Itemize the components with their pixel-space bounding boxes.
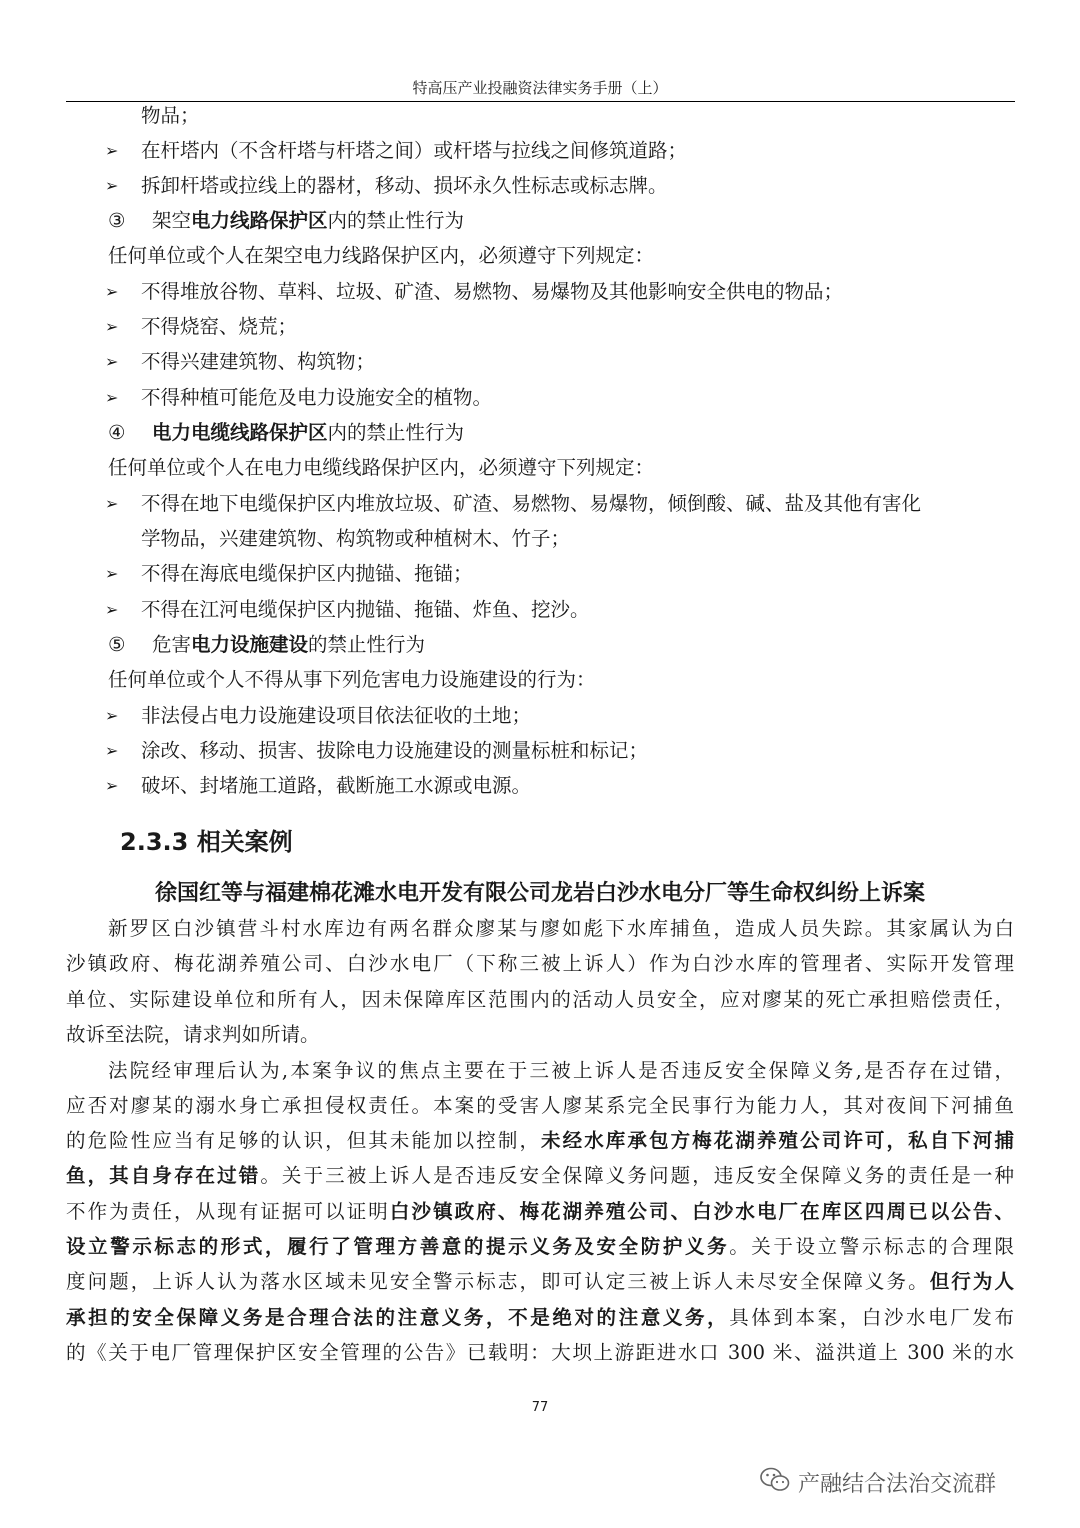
- paragraph-line: [66, 1164, 1014, 1188]
- circled-number: ④: [108, 421, 126, 444]
- bold-text-run: 但行为人: [929, 1270, 1014, 1293]
- arrow-bullet-icon: ➢: [105, 317, 119, 336]
- circled-number: ③: [108, 209, 126, 232]
- heading-suffix: 内的禁止性行为: [327, 209, 465, 232]
- paragraph-line: [66, 1129, 1014, 1153]
- paragraph-line: 法院经审理后认为,本案争议的焦点主要在于三被上诉人是否违反安全保障义务,是否存在过错，: [108, 1059, 1014, 1082]
- list-item-text: 学物品，兴建建筑物、构筑物或种植树木、竹子；: [141, 527, 571, 550]
- heading-prefix: 架空: [152, 209, 192, 232]
- heading-suffix: 的禁止性行为: [308, 633, 426, 656]
- list-item-text: 不得在地下电缆保护区内堆放垃圾、矿渣、易燃物、易爆物，倾倒酸、碱、盐及其他有害化: [141, 492, 922, 515]
- intro-text-content: 任何单位或个人不得从事下列危害电力设施建设的行为：: [108, 668, 596, 691]
- page-header: 特高压产业投融资法律实务手册（上）: [412, 79, 668, 97]
- list-item-text: 在杆塔内（不含杆塔与杆塔之间）或杆塔与拉线之间修筑道路；: [141, 139, 688, 162]
- paragraph-line: [66, 1200, 1014, 1224]
- arrow-bullet-icon: ➢: [105, 176, 119, 195]
- paragraph-line: 的《关于电厂管理保护区安全管理的公告》已载明：大坝上游距进水口 300 米、溢洪道上 300 米的水: [66, 1341, 1014, 1364]
- text-run: 度问题，上诉人认为落水区域未见安全警示标志，即可认定三被上诉人未尽安全保障义务。: [66, 1270, 930, 1293]
- heading-prefix: 危害: [152, 633, 192, 656]
- arrow-bullet-icon: ➢: [105, 706, 119, 725]
- text-run: 。关于设立警示标志的合理限: [729, 1235, 1014, 1258]
- list-item-text: 不得在海底电缆保护区内抛锚、拖锚；: [141, 562, 473, 585]
- arrow-bullet-icon: ➢: [105, 352, 119, 371]
- text-run: 不作为责任，从现有证据可以证明: [66, 1200, 390, 1223]
- heading-suffix: 内的禁止性行为: [327, 421, 465, 444]
- arrow-bullet-icon: ➢: [105, 741, 119, 760]
- text-run: 具体到本案，白沙水电厂发布: [729, 1306, 1014, 1329]
- case-title: 徐国红等与福建棉花滩水电开发有限公司龙岩白沙水电分厂等生命权纠纷上诉案: [154, 881, 925, 906]
- paragraph-line: [66, 1306, 1014, 1330]
- page-number: 77: [531, 1400, 549, 1415]
- bold-text-run: 承担的安全保障义务是合理合法的注意义务，不是绝对的注意义务，: [66, 1306, 730, 1329]
- arrow-bullet-icon: ➢: [105, 776, 119, 795]
- section-heading: 2.3.3 相关案例: [120, 828, 293, 856]
- arrow-bullet-icon: ➢: [105, 494, 119, 513]
- list-item-text: 不得在江河电缆保护区内抛锚、拖锚、炸鱼、挖沙。: [141, 598, 590, 621]
- arrow-bullet-icon: ➢: [105, 600, 119, 619]
- heading-bold: 电力设施建设: [191, 633, 309, 656]
- paragraph-line: 单位、实际建设单位和所有人，因未保障库区范围内的活动人员安全，应对廖某的死亡承担赔偿责任，: [66, 988, 1014, 1011]
- circled-number: ⑤: [108, 633, 126, 656]
- text-run: 。关于三被上诉人是否违反安全保障义务问题，违反安全保障义务的责任是一种: [260, 1164, 1014, 1187]
- list-item-text: 物品；: [141, 104, 200, 127]
- paragraph-line: 应否对廖某的溺水身亡承担侵权责任。本案的受害人廖某系完全民事行为能力人，其对夜间下河捕鱼: [66, 1094, 1014, 1117]
- wechat-icon: [760, 1467, 790, 1497]
- bold-text-run: 设立警示标志的形式，履行了管理方善意的提示义务及安全防护义务: [66, 1235, 730, 1258]
- watermark: [760, 1466, 996, 1498]
- header-rule: [66, 101, 1015, 102]
- paragraph-line: [66, 1235, 1014, 1259]
- arrow-bullet-icon: ➢: [105, 388, 119, 407]
- paragraph-line: [66, 1270, 1014, 1294]
- list-item-text: 非法侵占电力设施建设项目依法征收的土地；: [141, 704, 532, 727]
- watermark-text: 产融结合法治交流群: [798, 1471, 997, 1497]
- bold-text-run: 白沙镇政府、梅花湖养殖公司、白沙水电厂在库区四周已以公告、: [389, 1200, 1014, 1223]
- intro-text-content: 任何单位或个人在架空电力线路保护区内，必须遵守下列规定：: [108, 244, 655, 267]
- list-item-text: 不得种植可能危及电力设施安全的植物。: [141, 386, 493, 409]
- arrow-bullet-icon: ➢: [105, 282, 119, 301]
- intro-text-content: 任何单位或个人在电力电缆线路保护区内，必须遵守下列规定：: [108, 456, 655, 479]
- paragraph-line: 故诉至法院，请求判如所请。: [66, 1023, 320, 1046]
- list-item-text: 涂改、移动、损害、拔除电力设施建设的测量标桩和标记；: [141, 739, 649, 762]
- text-run: 的危险性应当有足够的认识，但其未能加以控制，: [66, 1129, 542, 1152]
- arrow-bullet-icon: ➢: [105, 141, 119, 160]
- paragraph-line: 新罗区白沙镇营斗村水库边有两名群众廖某与廖如彪下水库捕鱼，造成人员失踪。其家属认为白: [108, 917, 1014, 940]
- list-item-text: 破坏、封堵施工道路，截断施工水源或电源。: [141, 774, 532, 797]
- list-item-text: 拆卸杆塔或拉线上的器材，移动、损坏永久性标志或标志牌。: [141, 174, 668, 197]
- list-item-text: 不得烧窑、烧荒；: [141, 315, 298, 338]
- list-item-text: 不得兴建建筑物、构筑物；: [141, 350, 376, 373]
- heading-bold: 电力电缆线路保护区: [152, 421, 328, 444]
- paragraph-line: 沙镇政府、梅花湖养殖公司、白沙水电厂（下称三被上诉人）作为白沙水库的管理者、实际开发管理: [66, 952, 1014, 975]
- list-item-text: 不得堆放谷物、草料、垃圾、矿渣、易燃物、易爆物及其他影响安全供电的物品；: [141, 280, 844, 303]
- heading-bold: 电力线路保护区: [191, 209, 328, 232]
- arrow-bullet-icon: ➢: [105, 564, 119, 583]
- bold-text-run: 鱼，其自身存在过错: [66, 1164, 261, 1187]
- bold-text-run: 未经水库承包方梅花湖养殖公司许可，私自下河捕: [541, 1129, 1014, 1152]
